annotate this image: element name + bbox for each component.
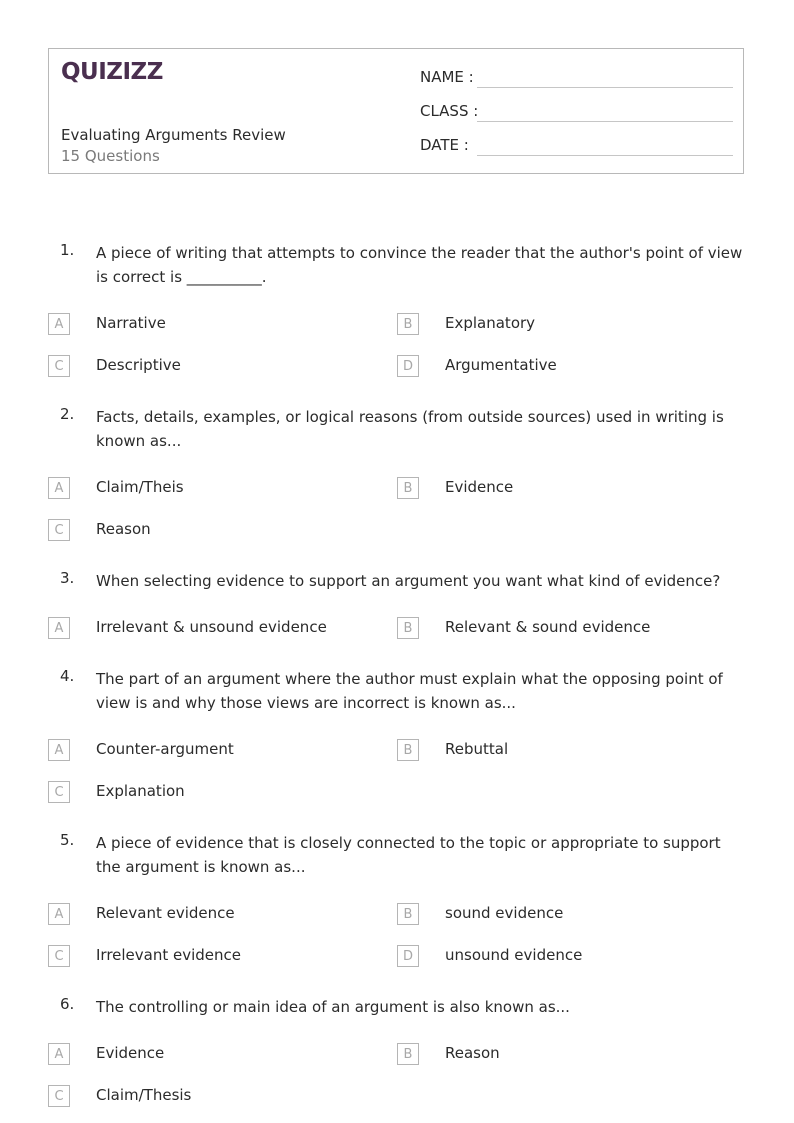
question-text: A piece of writing that attempts to convince the reader that the author's point of view is correct is __________. <box>96 244 743 286</box>
question-text: The controlling or main idea of an argument is also known as... <box>96 998 570 1016</box>
question-text: Facts, details, examples, or logical reasons (from outside sources) used in writing is known as... <box>96 408 724 450</box>
question-text: The part of an argument where the author must explain what the opposing point of view is and why those views are incorrect is known as... <box>96 670 723 712</box>
option-text: Explanatory <box>445 314 536 332</box>
option-letter-box[interactable]: B <box>397 903 419 925</box>
option-letter-box[interactable]: B <box>397 477 419 499</box>
question-number: 1. <box>60 241 75 259</box>
option-letter-box[interactable]: C <box>48 519 70 541</box>
option-text: unsound evidence <box>445 946 583 964</box>
option-text: Irrelevant evidence <box>96 946 242 964</box>
option-text: Argumentative <box>445 356 557 374</box>
option-letter-box[interactable]: D <box>397 945 419 967</box>
option-text: Evidence <box>96 1044 165 1062</box>
question-number: 6. <box>60 995 75 1013</box>
date-label: DATE : <box>420 136 469 154</box>
option-letter-box[interactable]: A <box>48 739 70 761</box>
question-number: 2. <box>60 405 75 423</box>
option-text: Reason <box>445 1044 500 1062</box>
option-text: Claim/Theis <box>96 478 184 496</box>
question-number: 4. <box>60 667 75 685</box>
option-text: Relevant & sound evidence <box>445 618 651 636</box>
worksheet-title: Evaluating Arguments Review <box>61 126 286 144</box>
option-letter-box[interactable]: C <box>48 355 70 377</box>
option-letter-box[interactable]: C <box>48 1085 70 1107</box>
question-text: When selecting evidence to support an argument you want what kind of evidence? <box>96 572 721 590</box>
option-letter-box[interactable]: C <box>48 781 70 803</box>
option-letter-box[interactable]: B <box>397 739 419 761</box>
option-text: Claim/Thesis <box>96 1086 192 1104</box>
option-letter-box[interactable]: A <box>48 903 70 925</box>
option-text: Narrative <box>96 314 166 332</box>
option-letter-box[interactable]: A <box>48 477 70 499</box>
option-text: Descriptive <box>96 356 181 374</box>
class-label: CLASS : <box>420 102 479 120</box>
option-text: Rebuttal <box>445 740 509 758</box>
option-letter-box[interactable]: B <box>397 313 419 335</box>
option-text: Evidence <box>445 478 514 496</box>
name-line[interactable] <box>477 87 733 88</box>
option-letter-box[interactable]: B <box>397 617 419 639</box>
option-text: Relevant evidence <box>96 904 235 922</box>
name-label: NAME : <box>420 68 474 86</box>
question-number: 5. <box>60 831 75 849</box>
option-text: Counter-argument <box>96 740 234 758</box>
option-text: Explanation <box>96 782 185 800</box>
question-text: A piece of evidence that is closely connected to the topic or appropriate to support the argument is known as... <box>96 834 721 876</box>
quizizz-logo: QUIZIZZ <box>61 59 163 85</box>
date-line[interactable] <box>477 155 733 156</box>
class-line[interactable] <box>477 121 733 122</box>
option-text: Irrelevant & unsound evidence <box>96 618 327 636</box>
option-letter-box[interactable]: B <box>397 1043 419 1065</box>
question-number: 3. <box>60 569 75 587</box>
question-count: 15 Questions <box>61 147 160 165</box>
option-letter-box[interactable]: A <box>48 1043 70 1065</box>
option-letter-box[interactable]: A <box>48 313 70 335</box>
option-letter-box[interactable]: A <box>48 617 70 639</box>
worksheet-header <box>48 48 744 174</box>
option-text: sound evidence <box>445 904 564 922</box>
option-letter-box[interactable]: D <box>397 355 419 377</box>
option-text: Reason <box>96 520 151 538</box>
option-letter-box[interactable]: C <box>48 945 70 967</box>
